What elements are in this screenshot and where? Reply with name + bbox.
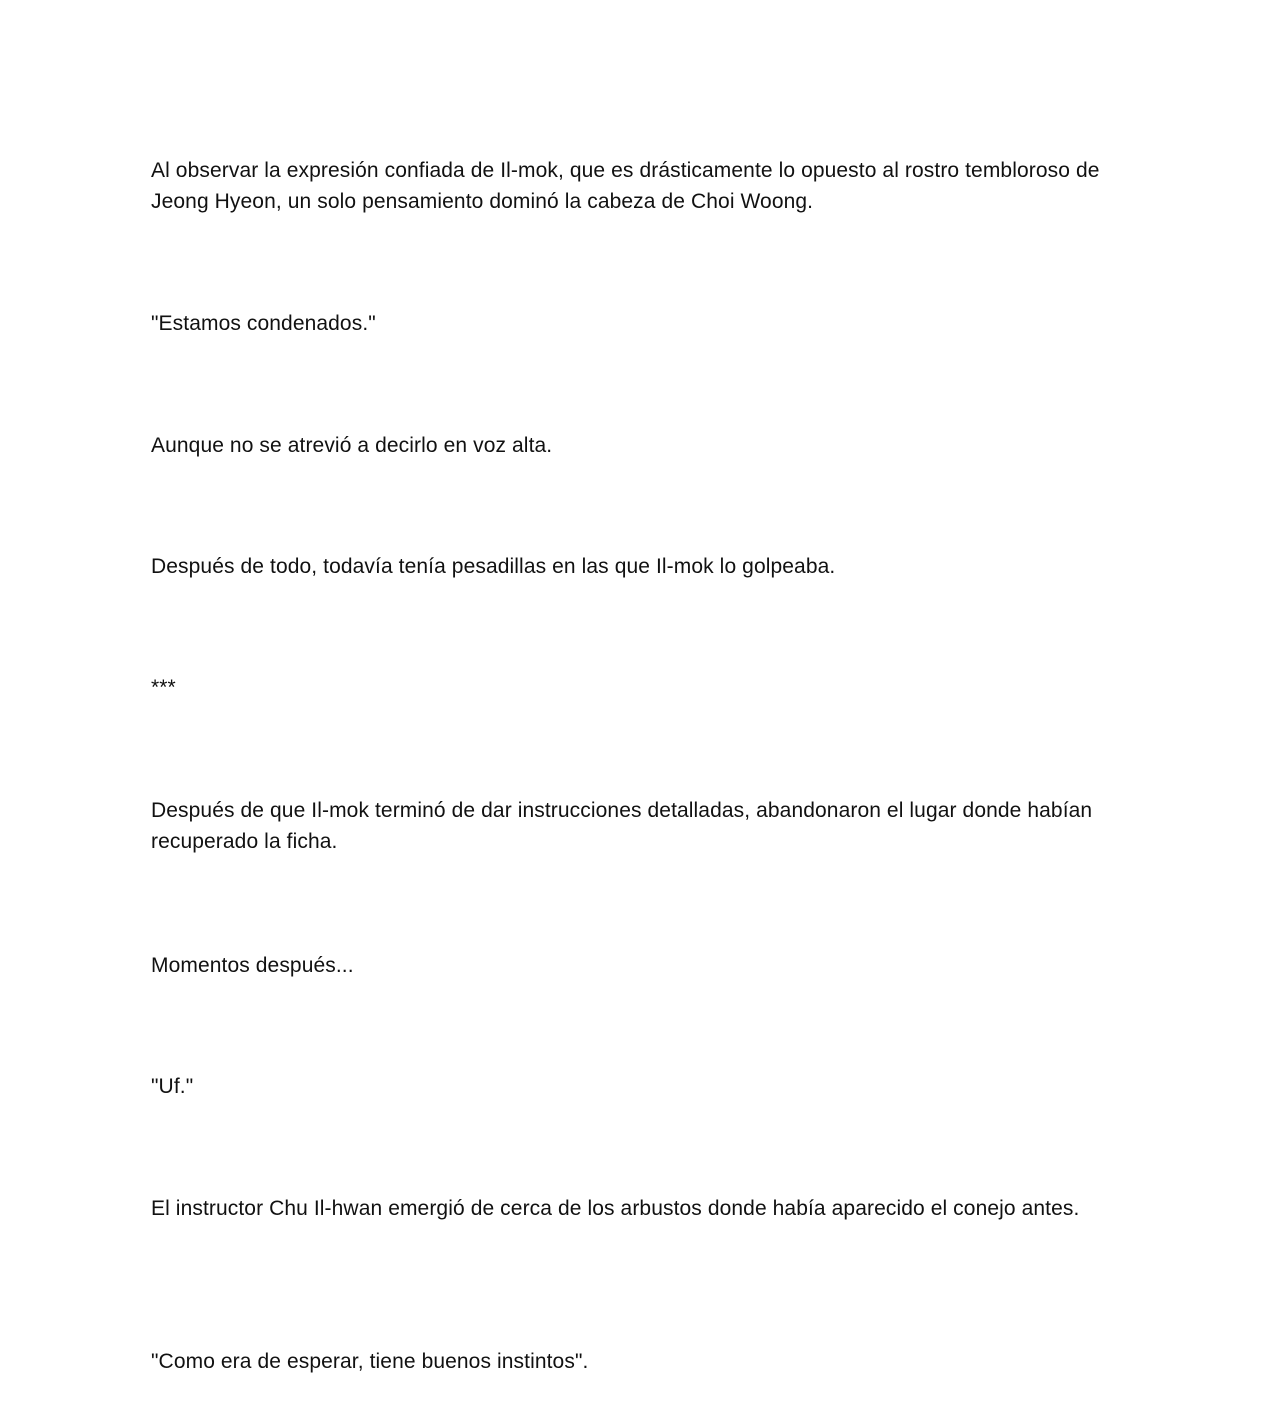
paragraph-3: Aunque no se atrevió a decirlo en voz alta. [151,434,553,457]
paragraph-2: "Estamos condenados." [151,312,376,335]
paragraph-4: Después de todo, todavía tenía pesadillas en las que Il-mok lo golpeaba. [151,555,836,578]
paragraph-5: Después de que Il-mok terminó de dar instrucciones detalladas, abandonaron el lugar donde habían recuperado la ficha. [151,799,1093,853]
paragraph-8: El instructor Chu Il-hwan emergió de cerca de los arbustos donde había aparecido el conejo antes. [151,1197,1080,1220]
scene-break: *** [151,676,176,699]
paragraph-7: "Uf." [151,1075,194,1098]
paragraph-9: "Como era de esperar, tiene buenos instintos". [151,1350,589,1373]
paragraph-6: Momentos después... [151,954,354,977]
paragraph-1: Al observar la expresión confiada de Il-mok, que es drásticamente lo opuesto al rostro tembloroso de Jeong Hyeon, un solo pensamiento dominó la cabeza de Choi Woong. [151,159,1100,213]
